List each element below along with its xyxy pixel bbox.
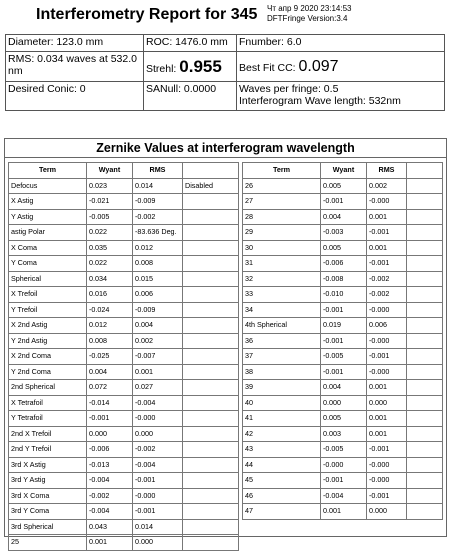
rms-cell: 0.027 xyxy=(133,380,183,396)
rms-cell: -0.000 xyxy=(367,457,407,473)
col-rms: RMS xyxy=(367,163,407,179)
col-rms: RMS xyxy=(133,163,183,179)
zernike-row xyxy=(243,411,443,427)
wyant-cell: -0.004 xyxy=(87,504,133,520)
zernike-row xyxy=(243,271,443,287)
note-cell xyxy=(407,240,443,256)
zernike-row xyxy=(9,535,239,551)
zernike-row xyxy=(9,349,239,365)
best-fit-cc-label: Best Fit CC: xyxy=(239,61,299,74)
note-cell xyxy=(183,302,239,318)
rms-cell: 0.001 xyxy=(367,426,407,442)
note-cell xyxy=(407,209,443,225)
zernike-header-row xyxy=(9,163,239,179)
note-cell xyxy=(183,209,239,225)
summary-table xyxy=(5,34,445,111)
note-cell xyxy=(407,473,443,489)
col-note xyxy=(407,163,443,179)
wyant-cell: 0.005 xyxy=(321,411,367,427)
note-cell xyxy=(183,256,239,272)
term-cell: 3rd X Coma xyxy=(9,488,87,504)
note-cell xyxy=(407,488,443,504)
wyant-cell: -0.001 xyxy=(321,302,367,318)
term-cell: 3rd X Astig xyxy=(9,457,87,473)
best-fit-cc-cell xyxy=(237,52,445,82)
rms-cell: 0.001 xyxy=(367,240,407,256)
note-cell xyxy=(183,287,239,303)
wyant-cell: -0.006 xyxy=(321,256,367,272)
rms-cell: -0.002 xyxy=(133,209,183,225)
rms-cell: -0.002 xyxy=(133,442,183,458)
wyant-cell: 0.000 xyxy=(321,395,367,411)
zernike-row xyxy=(9,302,239,318)
rms-cell: -0.000 xyxy=(367,194,407,210)
wyant-cell: -0.013 xyxy=(87,457,133,473)
rms-cell: 0.004 xyxy=(133,318,183,334)
term-cell: 42 xyxy=(243,426,321,442)
wyant-cell: 0.004 xyxy=(87,364,133,380)
wyant-cell: 0.016 xyxy=(87,287,133,303)
wyant-cell: -0.000 xyxy=(321,457,367,473)
zernike-row xyxy=(9,411,239,427)
term-cell: 37 xyxy=(243,349,321,365)
zernike-row xyxy=(243,380,443,396)
rms-cell: 0.002 xyxy=(367,178,407,194)
zernike-row xyxy=(9,287,239,303)
zernike-row xyxy=(9,504,239,520)
strehl-value: 0.955 xyxy=(179,56,222,76)
wyant-cell: 0.005 xyxy=(321,178,367,194)
wyant-cell: 0.001 xyxy=(321,504,367,520)
rms-cell: -0.001 xyxy=(133,504,183,520)
note-cell xyxy=(407,225,443,241)
term-cell: 30 xyxy=(243,240,321,256)
note-cell xyxy=(407,287,443,303)
term-cell: X 2nd Astig xyxy=(9,318,87,334)
note-cell xyxy=(407,457,443,473)
term-cell: 47 xyxy=(243,504,321,520)
term-cell: astig Polar xyxy=(9,225,87,241)
rms-cell: -0.000 xyxy=(133,411,183,427)
zernike-row xyxy=(243,302,443,318)
zernike-row xyxy=(9,318,239,334)
term-cell: Y 2nd Astig xyxy=(9,333,87,349)
zernike-row xyxy=(243,364,443,380)
wyant-cell: 0.008 xyxy=(87,333,133,349)
term-cell: 3rd Y Astig xyxy=(9,473,87,489)
zernike-row xyxy=(9,271,239,287)
rms-cell: 0.014 xyxy=(133,178,183,194)
rms-cell: -0.001 xyxy=(133,473,183,489)
zernike-row xyxy=(243,442,443,458)
zernike-table-right xyxy=(242,162,443,520)
term-cell: 29 xyxy=(243,225,321,241)
wyant-cell: -0.014 xyxy=(87,395,133,411)
term-cell: 32 xyxy=(243,271,321,287)
wyant-cell: -0.005 xyxy=(87,209,133,225)
wyant-cell: -0.010 xyxy=(321,287,367,303)
term-cell: 31 xyxy=(243,256,321,272)
zernike-row xyxy=(9,380,239,396)
report-title: Interferometry Report for 345 xyxy=(36,6,258,23)
note-cell xyxy=(183,504,239,520)
note-cell xyxy=(183,364,239,380)
wyant-cell: -0.001 xyxy=(321,194,367,210)
diameter-cell: Diameter: 123.0 mm xyxy=(6,35,144,52)
col-term: Term xyxy=(9,163,87,179)
zernike-row xyxy=(243,178,443,194)
wyant-cell: 0.004 xyxy=(321,209,367,225)
wyant-cell: -0.008 xyxy=(321,271,367,287)
term-cell: 3rd Spherical xyxy=(9,519,87,535)
rms-cell: -0.000 xyxy=(367,302,407,318)
col-wyant: Wyant xyxy=(321,163,367,179)
zernike-row xyxy=(243,209,443,225)
rms-cell: 0.012 xyxy=(133,240,183,256)
zernike-row xyxy=(9,333,239,349)
zernike-row xyxy=(9,225,239,241)
report-date: Чт апр 9 2020 23:14:53 xyxy=(267,4,352,13)
rms-cell: 0.000 xyxy=(367,504,407,520)
rms-cell: 0.015 xyxy=(133,271,183,287)
zernike-row xyxy=(9,256,239,272)
zernike-row xyxy=(243,318,443,334)
term-cell: Defocus xyxy=(9,178,87,194)
rms-cell: -0.002 xyxy=(367,287,407,303)
wyant-cell: -0.001 xyxy=(321,473,367,489)
strehl-label: Strehl: xyxy=(146,62,180,75)
term-cell: 3rd Y Coma xyxy=(9,504,87,520)
wyant-cell: 0.022 xyxy=(87,256,133,272)
term-cell: 46 xyxy=(243,488,321,504)
term-cell: 43 xyxy=(243,442,321,458)
rms-cell: -0.004 xyxy=(133,395,183,411)
zernike-row xyxy=(9,457,239,473)
roc-cell: ROC: 1476.0 mm xyxy=(144,35,237,52)
term-cell: 41 xyxy=(243,411,321,427)
zernike-row xyxy=(243,504,443,520)
strehl-cell xyxy=(144,52,237,82)
rms-cell: -0.007 xyxy=(133,349,183,365)
term-cell: 38 xyxy=(243,364,321,380)
note-cell xyxy=(183,411,239,427)
best-fit-cc-value: 0.097 xyxy=(298,57,339,75)
rms-cell: -0.009 xyxy=(133,194,183,210)
note-cell xyxy=(407,442,443,458)
term-cell: 44 xyxy=(243,457,321,473)
note-cell xyxy=(407,318,443,334)
term-cell: X Astig xyxy=(9,194,87,210)
fringe-wavelength-cell xyxy=(237,82,445,111)
zernike-row xyxy=(9,473,239,489)
zernike-row xyxy=(9,442,239,458)
zernike-row xyxy=(243,426,443,442)
note-cell xyxy=(183,535,239,551)
rms-cell: 0.001 xyxy=(367,411,407,427)
rms-cell: 0.000 xyxy=(133,535,183,551)
rms-cell: -0.001 xyxy=(367,256,407,272)
note-cell xyxy=(407,504,443,520)
wyant-cell: -0.001 xyxy=(321,333,367,349)
note-cell xyxy=(183,271,239,287)
note-cell xyxy=(407,349,443,365)
wyant-cell: 0.023 xyxy=(87,178,133,194)
term-cell: 2nd Y Trefoil xyxy=(9,442,87,458)
desired-conic-cell: Desired Conic: 0 xyxy=(6,82,144,111)
zernike-row xyxy=(243,256,443,272)
wyant-cell: 0.035 xyxy=(87,240,133,256)
rms-cell: 0.002 xyxy=(133,333,183,349)
rms-cell: 0.001 xyxy=(367,380,407,396)
zernike-row xyxy=(243,287,443,303)
rms-cell: 0.006 xyxy=(133,287,183,303)
rms-cell: 0.006 xyxy=(367,318,407,334)
zernike-row xyxy=(243,240,443,256)
note-cell xyxy=(407,411,443,427)
term-cell: Y 2nd Coma xyxy=(9,364,87,380)
term-cell: 25 xyxy=(9,535,87,551)
note-cell xyxy=(183,426,239,442)
wyant-cell: -0.004 xyxy=(87,473,133,489)
note-cell xyxy=(407,256,443,272)
zernike-title: Zernike Values at interferogram wavelength xyxy=(5,139,446,158)
term-cell: Y Coma xyxy=(9,256,87,272)
note-cell xyxy=(183,395,239,411)
note-cell xyxy=(183,488,239,504)
zernike-row xyxy=(243,194,443,210)
wyant-cell: 0.005 xyxy=(321,240,367,256)
rms-cell: RMS: 0.034 waves at 532.0 nm xyxy=(6,52,144,82)
rms-cell: -0.002 xyxy=(367,271,407,287)
rms-cell: -0.001 xyxy=(367,225,407,241)
zernike-row xyxy=(243,333,443,349)
wyant-cell: 0.034 xyxy=(87,271,133,287)
rms-cell: -83.636 Deg. xyxy=(133,225,183,241)
report-header xyxy=(36,6,446,26)
zernike-row xyxy=(243,457,443,473)
rms-cell: 0.000 xyxy=(133,426,183,442)
note-cell xyxy=(407,178,443,194)
note-cell xyxy=(183,442,239,458)
term-cell: 2nd X Trefoil xyxy=(9,426,87,442)
wyant-cell: 0.003 xyxy=(321,426,367,442)
zernike-row xyxy=(9,178,239,194)
term-cell: Spherical xyxy=(9,271,87,287)
wyant-cell: 0.001 xyxy=(87,535,133,551)
term-cell: Y Astig xyxy=(9,209,87,225)
note-cell xyxy=(183,457,239,473)
zernike-row xyxy=(243,349,443,365)
zernike-row xyxy=(243,395,443,411)
rms-cell: -0.009 xyxy=(133,302,183,318)
col-wyant: Wyant xyxy=(87,163,133,179)
zernike-row xyxy=(9,488,239,504)
term-cell: X Tetrafoil xyxy=(9,395,87,411)
wyant-cell: -0.001 xyxy=(321,364,367,380)
term-cell: 45 xyxy=(243,473,321,489)
wyant-cell: 0.072 xyxy=(87,380,133,396)
wyant-cell: -0.001 xyxy=(87,411,133,427)
rms-cell: -0.000 xyxy=(367,333,407,349)
rms-cell: -0.001 xyxy=(367,488,407,504)
note-cell xyxy=(407,302,443,318)
wyant-cell: -0.025 xyxy=(87,349,133,365)
term-cell: 4th Spherical xyxy=(243,318,321,334)
wyant-cell: 0.022 xyxy=(87,225,133,241)
wyant-cell: 0.019 xyxy=(321,318,367,334)
term-cell: 28 xyxy=(243,209,321,225)
wyant-cell: -0.004 xyxy=(321,488,367,504)
rms-cell: -0.000 xyxy=(367,473,407,489)
waves-per-fringe: Waves per fringe: 0.5 xyxy=(239,83,339,95)
note-cell xyxy=(407,271,443,287)
note-cell xyxy=(407,426,443,442)
zernike-row xyxy=(9,240,239,256)
fnumber-cell: Fnumber: 6.0 xyxy=(237,35,445,52)
rms-cell: -0.001 xyxy=(367,442,407,458)
note-cell xyxy=(183,240,239,256)
interferogram-wavelength: Interferogram Wave length: 532nm xyxy=(239,95,401,107)
note-cell xyxy=(407,364,443,380)
wyant-cell: -0.021 xyxy=(87,194,133,210)
note-cell xyxy=(183,473,239,489)
zernike-row xyxy=(9,194,239,210)
rms-cell: -0.000 xyxy=(367,364,407,380)
zernike-row xyxy=(9,519,239,535)
term-cell: 36 xyxy=(243,333,321,349)
wyant-cell: 0.004 xyxy=(321,380,367,396)
zernike-row xyxy=(9,364,239,380)
sanull-cell: SANull: 0.0000 xyxy=(144,82,237,111)
rms-cell: 0.008 xyxy=(133,256,183,272)
note-cell xyxy=(407,395,443,411)
term-cell: 34 xyxy=(243,302,321,318)
term-cell: X 2nd Coma xyxy=(9,349,87,365)
note-cell xyxy=(183,318,239,334)
note-cell xyxy=(183,519,239,535)
term-cell: 26 xyxy=(243,178,321,194)
rms-cell: -0.000 xyxy=(133,488,183,504)
term-cell: 39 xyxy=(243,380,321,396)
zernike-row xyxy=(243,488,443,504)
zernike-panel xyxy=(4,138,447,546)
term-cell: 27 xyxy=(243,194,321,210)
term-cell: 40 xyxy=(243,395,321,411)
note-cell xyxy=(183,349,239,365)
zernike-row xyxy=(243,473,443,489)
zernike-row xyxy=(9,395,239,411)
term-cell: Y Trefoil xyxy=(9,302,87,318)
zernike-row xyxy=(9,426,239,442)
term-cell: 2nd Spherical xyxy=(9,380,87,396)
note-cell xyxy=(183,225,239,241)
term-cell: Y Tetrafoil xyxy=(9,411,87,427)
col-term: Term xyxy=(243,163,321,179)
note-cell xyxy=(183,194,239,210)
term-cell: X Trefoil xyxy=(9,287,87,303)
term-cell: X Coma xyxy=(9,240,87,256)
rms-cell: 0.000 xyxy=(367,395,407,411)
rms-cell: 0.001 xyxy=(133,364,183,380)
note-cell xyxy=(183,380,239,396)
wyant-cell: 0.012 xyxy=(87,318,133,334)
note-cell xyxy=(407,194,443,210)
zernike-header-row xyxy=(243,163,443,179)
term-cell: 33 xyxy=(243,287,321,303)
wyant-cell: -0.024 xyxy=(87,302,133,318)
wyant-cell: 0.043 xyxy=(87,519,133,535)
col-note xyxy=(183,163,239,179)
note-cell xyxy=(407,380,443,396)
rms-cell: -0.004 xyxy=(133,457,183,473)
rms-cell: -0.001 xyxy=(367,349,407,365)
zernike-table-left xyxy=(8,162,239,551)
note-cell xyxy=(183,333,239,349)
rms-cell: 0.014 xyxy=(133,519,183,535)
wyant-cell: 0.000 xyxy=(87,426,133,442)
zernike-row xyxy=(9,209,239,225)
wyant-cell: -0.005 xyxy=(321,349,367,365)
software-version: DFTFringe Version:3.4 xyxy=(267,14,348,23)
wyant-cell: -0.003 xyxy=(321,225,367,241)
wyant-cell: -0.006 xyxy=(87,442,133,458)
wyant-cell: -0.002 xyxy=(87,488,133,504)
zernike-row xyxy=(243,225,443,241)
note-cell: Disabled xyxy=(183,178,239,194)
rms-cell: 0.001 xyxy=(367,209,407,225)
note-cell xyxy=(407,333,443,349)
wyant-cell: -0.005 xyxy=(321,442,367,458)
report-meta xyxy=(267,4,352,24)
